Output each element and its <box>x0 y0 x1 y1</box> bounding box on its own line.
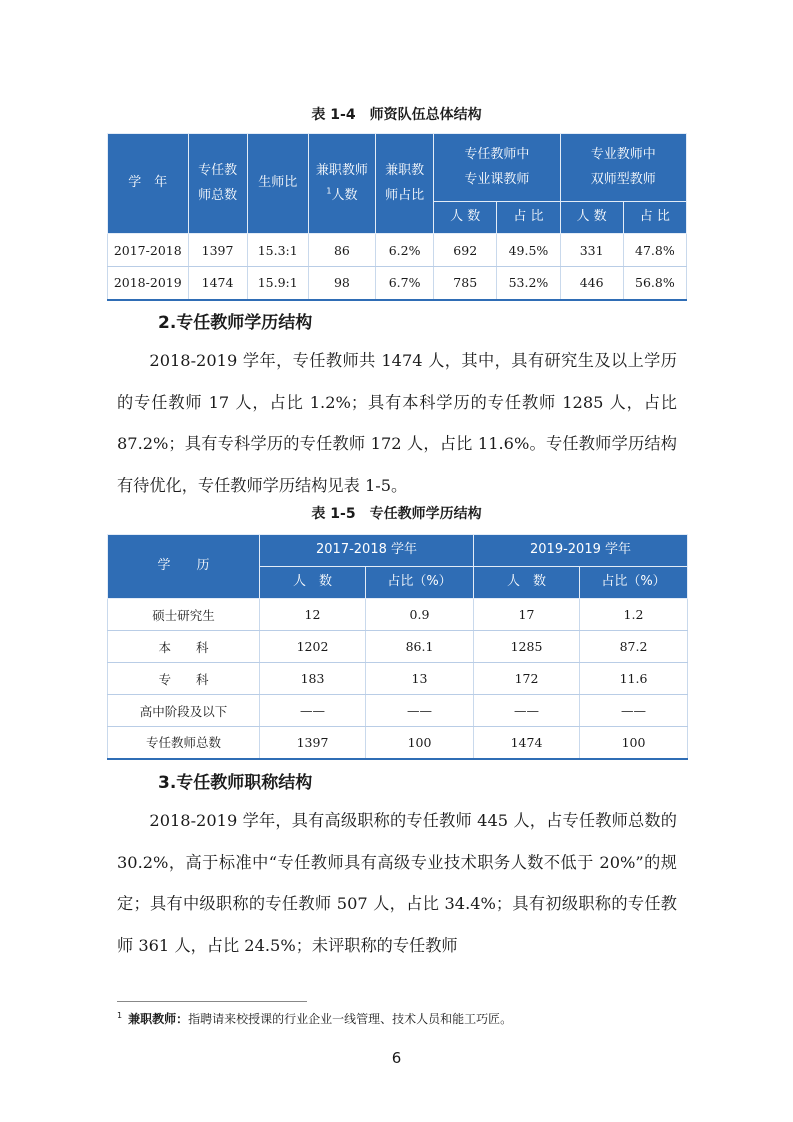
header-dual-line2: 双师型教师 <box>590 171 656 187</box>
table-cell: 98 <box>308 267 375 300</box>
header-parttime-ratio-line1: 兼职教 <box>385 162 425 178</box>
header-count-2018: 人 数 <box>474 567 580 599</box>
footnote-ref: 1 <box>326 186 332 196</box>
header-ratio: 生师比 <box>247 134 308 234</box>
table-cell: 12 <box>260 599 366 631</box>
table-cell: 硕士研究生 <box>108 599 260 631</box>
table-cell: 1474 <box>188 267 247 300</box>
table-cell: 1285 <box>474 631 580 663</box>
education-structure-table <box>107 534 688 760</box>
header-major-line2: 专业课教师 <box>464 171 530 187</box>
header-major-teachers <box>434 134 560 202</box>
header-parttime-ratio-line2: 师占比 <box>385 187 425 203</box>
header-parttime-ratio <box>376 134 434 234</box>
table-cell: 100 <box>366 727 474 759</box>
table-cell: 6.7% <box>376 267 434 300</box>
footnote-mark: 1 <box>117 1011 123 1020</box>
table-cell: 86.1 <box>366 631 474 663</box>
table-cell: 1397 <box>260 727 366 759</box>
table-cell: 47.8% <box>623 234 686 267</box>
table-cell: 87.2 <box>580 631 688 663</box>
table2-caption <box>0 503 793 523</box>
table-cell: —— <box>474 695 580 727</box>
table-row <box>108 234 687 267</box>
table-cell: 专任教师总数 <box>108 727 260 759</box>
table-cell: 183 <box>260 663 366 695</box>
header-major-line1: 专任教师中 <box>464 146 530 162</box>
table-cell: 56.8% <box>623 267 686 300</box>
table-cell: 17 <box>474 599 580 631</box>
header-dual-line1: 专业教师中 <box>590 146 656 162</box>
header-total-line2: 师总数 <box>198 187 238 203</box>
table-cell: 15.9:1 <box>247 267 308 300</box>
table-cell: 1474 <box>474 727 580 759</box>
header-degree: 学 历 <box>108 535 260 599</box>
header-parttime-line2: 人数 <box>331 187 358 203</box>
header-count-2017: 人 数 <box>260 567 366 599</box>
table-row <box>108 599 688 631</box>
header-year-2017: 2017-2018 学年 <box>260 535 474 567</box>
table-cell: 2017-2018 <box>108 234 189 267</box>
table-row <box>108 631 688 663</box>
table-cell: 172 <box>474 663 580 695</box>
header-share-2018: 占比（%） <box>580 567 688 599</box>
header-share-2017: 占比（%） <box>366 567 474 599</box>
table-cell: —— <box>366 695 474 727</box>
table2-caption-number: 表 1-5 <box>311 506 356 522</box>
table-cell: 86 <box>308 234 375 267</box>
footnote <box>117 1010 512 1027</box>
table-cell: —— <box>580 695 688 727</box>
table-cell: 高中阶段及以下 <box>108 695 260 727</box>
header-dual-teachers <box>560 134 686 202</box>
table-cell: 11.6 <box>580 663 688 695</box>
header-year-2018: 2019-2019 学年 <box>474 535 688 567</box>
teacher-structure-table <box>107 133 687 301</box>
table-row <box>108 267 687 300</box>
header-major-share: 占 比 <box>497 202 560 234</box>
header-total <box>188 134 247 234</box>
table-cell: 331 <box>560 234 623 267</box>
table1-caption-title: 师资队伍总体结构 <box>369 107 482 123</box>
section2-heading: 2.专任教师学历结构 <box>158 313 313 333</box>
header-year: 学 年 <box>108 134 189 234</box>
header-total-line1: 专任教 <box>198 162 238 178</box>
header-parttime-line1: 兼职教师 <box>315 162 368 178</box>
table-cell: 53.2% <box>497 267 560 300</box>
table-row <box>108 663 688 695</box>
table-cell: 15.3:1 <box>247 234 308 267</box>
page-number: 6 <box>391 1049 402 1067</box>
header-dual-count: 人 数 <box>560 202 623 234</box>
header-parttime <box>308 134 375 234</box>
table-cell: 49.5% <box>497 234 560 267</box>
footnote-text: 指聘请来校授课的行业企业一线管理、技术人员和能工巧匠。 <box>188 1012 513 1026</box>
table-cell: 本 科 <box>108 631 260 663</box>
table1-caption-number: 表 1-4 <box>311 107 356 123</box>
table-cell: 1397 <box>188 234 247 267</box>
section2-paragraph: 2018-2019 学年，专任教师共 1474 人，其中，具有研究生及以上学历的专任教师 17 人，占比 1.2%；具有本科学历的专任教师 1285 人，占比 87.2%；具有专科学历的专任教师 172 人，占比 11.6%。专任教师学历结构有待优化，专任教师学历结构见表 1-5。 <box>117 351 677 495</box>
header-dual-share: 占 比 <box>623 202 686 234</box>
table-cell: 100 <box>580 727 688 759</box>
footnote-divider <box>117 1001 307 1002</box>
table-cell: 6.2% <box>376 234 434 267</box>
table-cell: 1.2 <box>580 599 688 631</box>
table-cell: 0.9 <box>366 599 474 631</box>
table-cell: 专 科 <box>108 663 260 695</box>
table-cell: 446 <box>560 267 623 300</box>
table-cell: 13 <box>366 663 474 695</box>
table-cell: 692 <box>434 234 497 267</box>
header-major-count: 人 数 <box>434 202 497 234</box>
table-cell: 785 <box>434 267 497 300</box>
table2-caption-title: 专任教师学历结构 <box>369 506 482 522</box>
footnote-term: 兼职教师： <box>128 1012 189 1026</box>
table-cell: 1202 <box>260 631 366 663</box>
section3-heading: 3.专任教师职称结构 <box>158 773 313 793</box>
table-cell: —— <box>260 695 366 727</box>
table-cell: 2018-2019 <box>108 267 189 300</box>
table-row <box>108 727 688 759</box>
table1-caption <box>0 104 793 124</box>
table-row <box>108 695 688 727</box>
section3-paragraph: 2018-2019 学年，具有高级职称的专任教师 445 人，占专任教师总数的 30.2%，高于标准中“专任教师具有高级专业技术职务人数不低于 20%”的规定；具有中级职称的专任教师 507 人，占比 34.4%；具有初级职称的专任教师 361 人，占比 24.5%；未评职称的专任教师 <box>117 811 677 955</box>
